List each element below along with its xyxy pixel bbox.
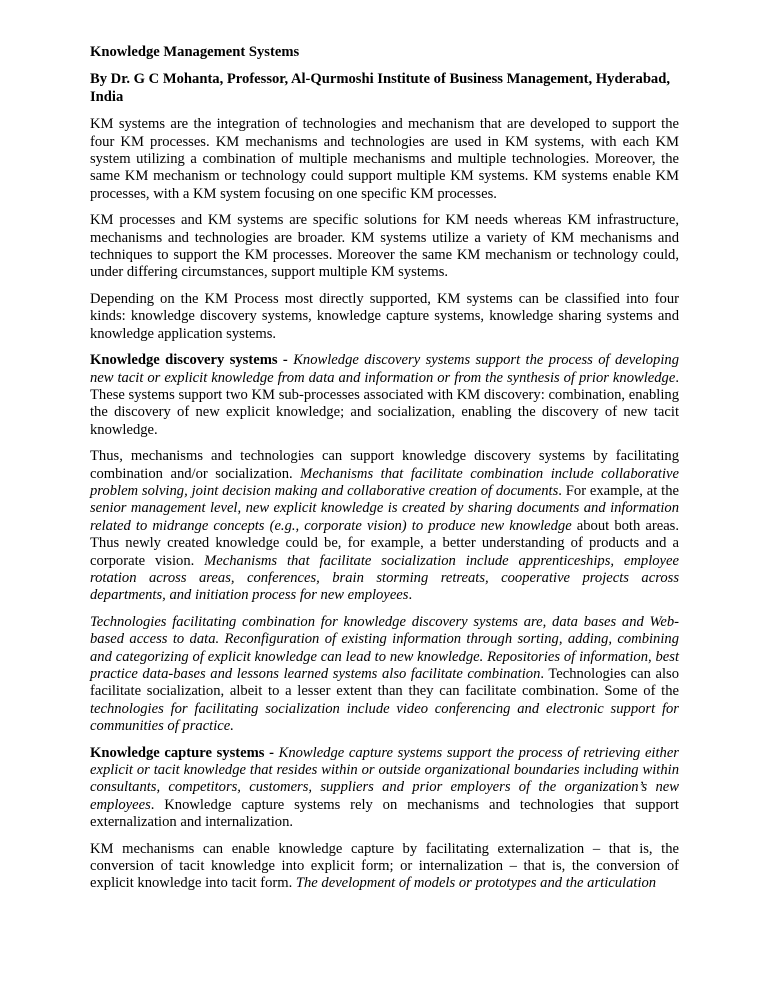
body-paragraph <box>90 212 679 282</box>
section-lead: Knowledge capture systems - <box>90 744 279 761</box>
paragraph-text: . For example, at the <box>558 482 679 499</box>
body-paragraph <box>90 291 679 343</box>
emphasis-text: The development of models or prototypes and the articulation <box>295 875 657 892</box>
emphasis-text: Mechanisms that facilitate socialization include apprenticeships, employee rotation across areas, conferences, brain storming retreats, cooperative projects across departments, and initiation process for new employees <box>90 552 679 604</box>
paragraph-text: . <box>408 587 413 604</box>
paragraph-text: . Technologies can also facilitate socialization, albeit to a lesser extent than they can facilitate combination. Some of the <box>90 666 679 700</box>
emphasis-text: senior management level, new explicit knowledge is created by sharing documents and information related to midrange concepts (e.g., corporate vision) to produce new knowledge <box>90 500 679 534</box>
body-paragraph <box>90 614 679 736</box>
paragraph-text: about both areas. Thus newly created knowledge could be, for example, a better understanding of products and a corporate vision. <box>90 517 679 569</box>
paragraph-text: KM mechanisms can enable knowledge capture by facilitating externalization – that is, the conversion of tacit knowledge into explicit form; or internalization – that is, the conversion of explicit knowledge into tacit form. <box>90 840 679 892</box>
paragraph-text: Depending on the KM Process most directly supported, KM systems can be classified into four kinds: knowledge discovery systems, knowledge capture systems, knowledge sharing systems and knowledge application systems. <box>90 290 679 342</box>
emphasis-text: Technologies facilitating combination for knowledge discovery systems are, data bases and Web-based access to data. Reconfiguration of existing information through sorting, adding, combining and categorizing of explicit knowledge can lead to new knowledge. Repositories of information, best practice data-bases and lessons learned systems also facilitate combination <box>90 613 679 682</box>
paragraph-text: KM systems are the integration of technologies and mechanism that are developed to support the four KM processes. KM mechanisms and technologies are used in KM systems, with each KM system utilizing a combination of multiple mechanisms and multiple technologies. Moreover, the same KM mechanism or technology could support multiple KM systems. KM systems enable KM processes, with a KM system focusing on one specific KM processes. <box>90 116 679 202</box>
paragraph-text: . These systems support two KM sub-processes associated with KM discovery: combination, enabling the discovery of new explicit knowledge; and socialization, enabling the discovery of new tacit knowledge. <box>90 369 679 438</box>
document-body <box>90 116 679 893</box>
body-paragraph <box>90 745 679 832</box>
body-paragraph <box>90 841 679 893</box>
emphasis-text: technologies for facilitating socialization include video conferencing and electronic support for communities of practice. <box>90 700 679 735</box>
body-paragraph <box>90 116 679 203</box>
emphasis-text: Knowledge capture systems support the process of retrieving either explicit or tacit knowledge that resides within or outside organizational boundaries including within consultants, competitors, customers, suppliers and prior employers of the organization’s new employees <box>90 744 679 813</box>
emphasis-text: Mechanisms that facilitate combination include collaborative problem solving, joint decision making and collaborative creation of documents <box>90 465 679 499</box>
paragraph-text: Thus, mechanisms and technologies can support knowledge discovery systems by facilitating combination and/or socialization. <box>90 448 679 482</box>
section-lead: Knowledge discovery systems - <box>90 352 294 369</box>
document-page <box>90 44 679 893</box>
paragraph-text: KM processes and KM systems are specific solutions for KM needs whereas KM infrastructure, mechanisms and technologies are broader. KM systems utilize a variety of KM mechanisms and techniques to support the KM processes. Moreover the same KM mechanism or technology could, under differing circumstances, support multiple KM systems. <box>90 212 679 281</box>
emphasis-text: Knowledge discovery systems support the process of developing new tacit or explicit knowledge from data and information or from the synthesis of prior knowledge <box>90 352 679 386</box>
body-paragraph <box>90 352 679 439</box>
body-paragraph <box>90 448 679 605</box>
author-byline: By Dr. G C Mohanta, Professor, Al-Qurmoshi Institute of Business Management, Hyderabad, India <box>90 71 670 105</box>
paragraph-text: . Knowledge capture systems rely on mechanisms and technologies that support externalization and internalization. <box>90 796 679 831</box>
document-title: Knowledge Management Systems <box>90 44 300 60</box>
